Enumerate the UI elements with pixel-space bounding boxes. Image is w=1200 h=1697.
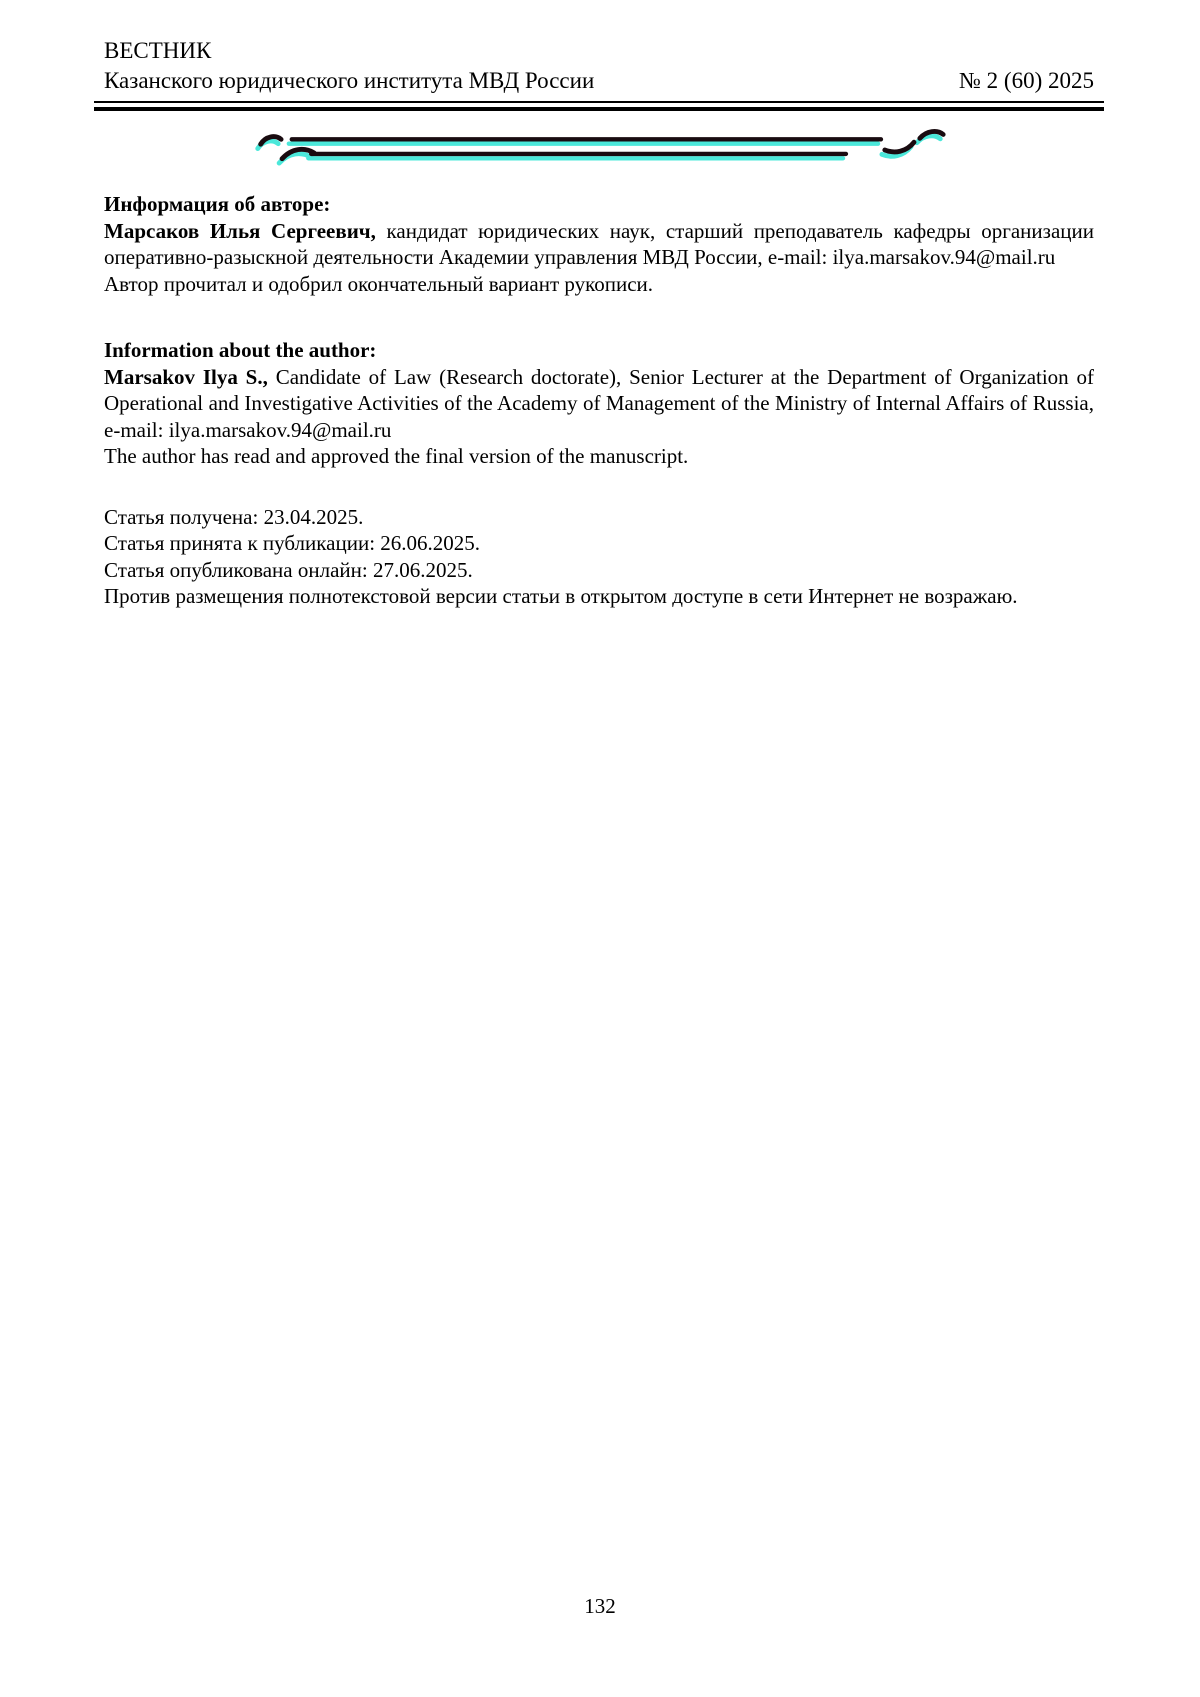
author-note-en: The author has read and approved the final version of the manuscript. — [104, 444, 689, 468]
date-accepted: Статья принята к публикации: 26.06.2025. — [104, 531, 481, 555]
author-name-en: Marsakov Ilya S., — [104, 364, 268, 389]
author-info-en — [104, 337, 1094, 470]
article-dates — [104, 504, 1094, 610]
journal-subrow — [104, 66, 1094, 96]
issue-label: № 2 (60) 2025 — [958, 68, 1094, 93]
date-received: Статья получена: 23.04.2025. — [104, 504, 364, 529]
journal-subtitle: Казанского юридического института МВД России — [104, 68, 595, 93]
journal-title: ВЕСТНИК — [104, 38, 212, 63]
header-double-rule — [94, 101, 1104, 111]
author-name-ru: Марсаков Илья Сергеевич, — [104, 218, 376, 243]
page-number: 132 — [584, 1594, 616, 1618]
journal-header — [104, 0, 1094, 111]
author-description-en: Candidate of Law (Research doctorate), Senior Lecturer at the Department of Organization of Operational and Investigative Activities of the Academy of Management of the Ministry of Internal Affairs of Russia, e-mail: ilya.marsakov.94@mail.ru — [104, 364, 1095, 442]
author-description-ru: кандидат юридических наук, старший преподаватель кафедры организации оперативно-разыскной деятельности Академии управления МВД России, e-mail: ilya.marsakov.94@mail.ru — [104, 218, 1094, 269]
author-note-ru: Автор прочитал и одобрил окончательный вариант рукописи. — [104, 271, 654, 296]
calligraphic-divider-ornament — [249, 127, 949, 173]
author-info-ru-paragraph — [104, 218, 1094, 271]
date-published-online: Статья опубликована онлайн: 27.06.2025. — [104, 557, 473, 582]
divider-ornament-icon — [249, 127, 949, 173]
author-info-en-paragraph — [104, 364, 1094, 444]
author-info-en-heading: Information about the author: — [104, 338, 377, 362]
author-info-ru-heading: Информация об авторе: — [104, 192, 331, 216]
page-content — [104, 0, 1094, 610]
author-info-ru — [104, 191, 1094, 297]
open-access-statement: Против размещения полнотекстовой версии статьи в открытом доступе в сети Интернет не возражаю. — [104, 584, 1018, 608]
